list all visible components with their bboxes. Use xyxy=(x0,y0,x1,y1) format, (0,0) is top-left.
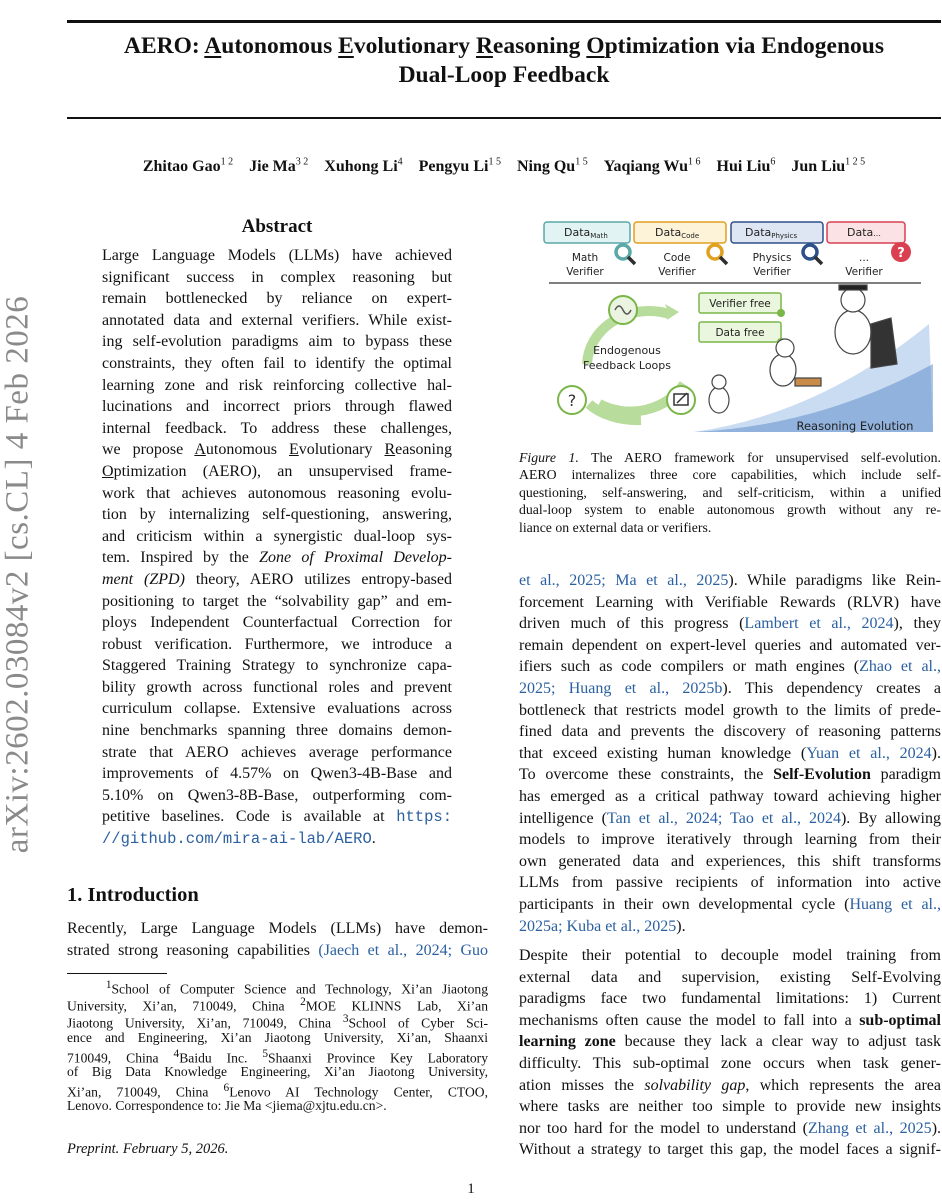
code-verifier-label: Code Verifier xyxy=(658,252,696,278)
code-link[interactable]: //github.com/mira-ai-lab/AERO xyxy=(102,830,372,849)
svg-text:Data...: Data... xyxy=(847,226,881,239)
data-box-physics xyxy=(731,222,823,243)
intro-body-left: Recently, Large Language Models (LLMs) have demon- strated strong reasoning capabilities (Jaech et al., 2024; Guo xyxy=(67,920,488,959)
magnifier-icon xyxy=(803,245,822,264)
figure-1-caption: Figure 1. The AERO framework for unsupervised self-evolution. AERO internalizes three core capabilities, which include self- questioning, self-answering, and self-criticism, within a unified dual-loop system to enable autonomous growth without any re- liance on external data or verifiers. xyxy=(519,450,942,535)
top-rule xyxy=(67,20,941,23)
abstract-heading: Abstract xyxy=(241,216,313,237)
arxiv-stamp: arXiv:2602.03084v2 [cs.CL] 4 Feb 2026 xyxy=(0,295,36,854)
svg-text:Verifier free: Verifier free xyxy=(709,298,771,310)
author: Jie $Ma^{3 2}$ xyxy=(249,157,309,176)
question-circle-icon xyxy=(558,386,586,414)
alpaca-small-icon xyxy=(709,375,729,413)
intro-heading: 1. Introduction xyxy=(67,884,199,906)
svg-text:DataCode: DataCode xyxy=(655,226,700,240)
author: Jun Liu$^{1 2 5}$ xyxy=(791,157,866,176)
author: Ning $Qu^{1 5}$ xyxy=(516,157,588,176)
svg-text:DataPhysics: DataPhysics xyxy=(745,226,798,240)
verifier-free-badge xyxy=(699,293,785,317)
alpaca-professor-icon xyxy=(835,285,897,368)
abstract-body: Large Language Models (LLMs) have achieved significant success in complex reasoning but remain bottlenecked by reliance on expert- annotated data and external verifiers. While exist- ing self-evolution paradigms aim to bypass these constraints, they often fail to identify the optimal learning zone and risk reinforcing collective hal- lucinations and incorrect priors through flawed internal feedback. To address these challenges, we propose Autonomous Evolutionary Reasoning Optimization (AERO), an unsupervised frame- work that achieves autonomous reasoning evolu- tion by internalizing self-questioning, answering, and criticism within a synergistic dual-loop sys- tem. Inspired by the Zone of Proximal Develop- ment (ZPD) theory, AERO utilizes entropy-based positioning to target the “solvability gap” and em- ploys Independent Counterfactual Correction for robust verification. Furthermore, we introduce a Staggered Training Strategy to synchronize capa- bility growth across functional roles and prevent curriculum collapse. Extensive evaluations across nine benchmarks spanning three domains demon- strate that AERO achieves average performance improvements of 4.57% on Qwen3-4B-Base and 5.10% on Qwen3-8B-Base, outperforming com- petitive baselines. Code is available at https: //github.com/mira-ai-lab/AERO. xyxy=(102,247,453,849)
physics-verifier-label: Physics Verifier xyxy=(752,252,792,278)
data-box-code xyxy=(634,222,726,243)
author: Hui Liu$^6$ xyxy=(716,157,776,176)
svg-text:?: ? xyxy=(897,246,905,261)
data-free-badge xyxy=(699,322,785,346)
title-rule xyxy=(67,117,941,119)
svg-text:DataMath: DataMath xyxy=(564,226,608,240)
alpaca-medium-icon xyxy=(770,339,821,386)
code-link[interactable]: https: xyxy=(396,808,452,827)
data-box-other xyxy=(827,222,905,243)
footnote-rule xyxy=(67,973,167,974)
math-verifier-label: Math Verifier xyxy=(566,252,604,278)
author-list xyxy=(67,157,941,176)
author: Xuhong Li$^4$ xyxy=(324,157,403,176)
other-verifier-label: ... Verifier xyxy=(845,252,883,278)
author: Yaqiang $Wu^{1 6}$ xyxy=(603,157,701,176)
svg-text:Data free: Data free xyxy=(715,327,765,339)
magnifier-icon xyxy=(616,245,635,264)
affiliations-footnote: $^1$School of Computer Science and Technology, Xi’an Jiaotong University, Xi’an, 710049, China $^2$MOE KLINNS Lab, Xi’an Jiaotong University, Xi’an, 710049, China $^3$School of Cyber Sci- ence and Engineering, Xi’an Jiaotong University, Xi’an, Shaanxi 710049, China $^4$Baidu Inc. $^5$Shaanxi Province Key Laboratory of Big Data Knowledge Engineering, Xi’an Jiaotong University, Xi’an, 710049, China $^6$Lenovo AI Technology Center, CTOO, Lenovo. Correspondence to: Jie Ma <jiema@xjtu.edu.cn>. xyxy=(67,979,489,1114)
question-badge-icon xyxy=(891,242,911,262)
svg-text:?: ? xyxy=(567,391,577,410)
title-line-1: AERO: Autonomous Evolutionary Reasoning Optimization via Endogenous xyxy=(123,33,885,59)
page-number: 1 xyxy=(467,1181,475,1197)
edit-icon xyxy=(667,386,695,414)
title-line-2: Dual-Loop Feedback xyxy=(398,62,610,88)
data-box-math xyxy=(544,222,630,243)
figure-1 xyxy=(519,214,941,446)
evolution-label: Reasoning Evolution xyxy=(796,419,914,433)
brain-icon xyxy=(609,296,637,324)
author: Pengyu $Li^{1 5}$ xyxy=(418,157,501,176)
intro-body-right-2: Despite their potential to decouple model training from external data and supervision, existing Self-Evolving paradigms face two fundamental limitations: 1) Current mechanisms often cause the model to fall into a sub-optimal learning zone because they lack a clear way to adjust task difficulty. This sub-optimal zone occurs when task gener- ation misses the solvability gap, which represents the area where tasks are neither too simple to provide new insights nor too hard for the model to understand (Zhang et al., 2025). Without a strategy to target this gap, the model faces a signif- xyxy=(519,947,942,1159)
author: Zhitao Gao$^{1 2}$ xyxy=(142,157,234,176)
loop-label: Endogenous Feedback Loops xyxy=(583,344,671,372)
intro-body-right-1: et al., 2025; Ma et al., 2025). While paradigms like Rein- forcement Learning with Verifiable Rewards (RLVR) have driven much of this progress (Lambert et al., 2024), they remain dependent on expert-level queries and automated ver- ifiers such as code compilers or math engines (Zhao et al., 2025; Huang et al., 2025b). This dependency creates a bottleneck that restricts model growth to the limits of prede- fined data and prevents the discovery of reasoning patterns that exceed existing human knowledge (Yuan et al., 2024). To overcome these constraints, the Self-Evolution paradigm has emerged as a critical pathway toward achieving higher intelligence (Tan et al., 2024; Tao et al., 2024). By allowing models to improve iteratively through learning from their own generated data and experiences, this shift transforms LLMs from passive recipients of information into active participants in their own developmental cycle (Huang et al., 2025a; Kuba et al., 2025). xyxy=(519,572,942,935)
magnifier-icon xyxy=(708,245,727,264)
paper-title xyxy=(67,32,941,90)
preprint-note: Preprint. February 5, 2026. xyxy=(67,1141,229,1157)
